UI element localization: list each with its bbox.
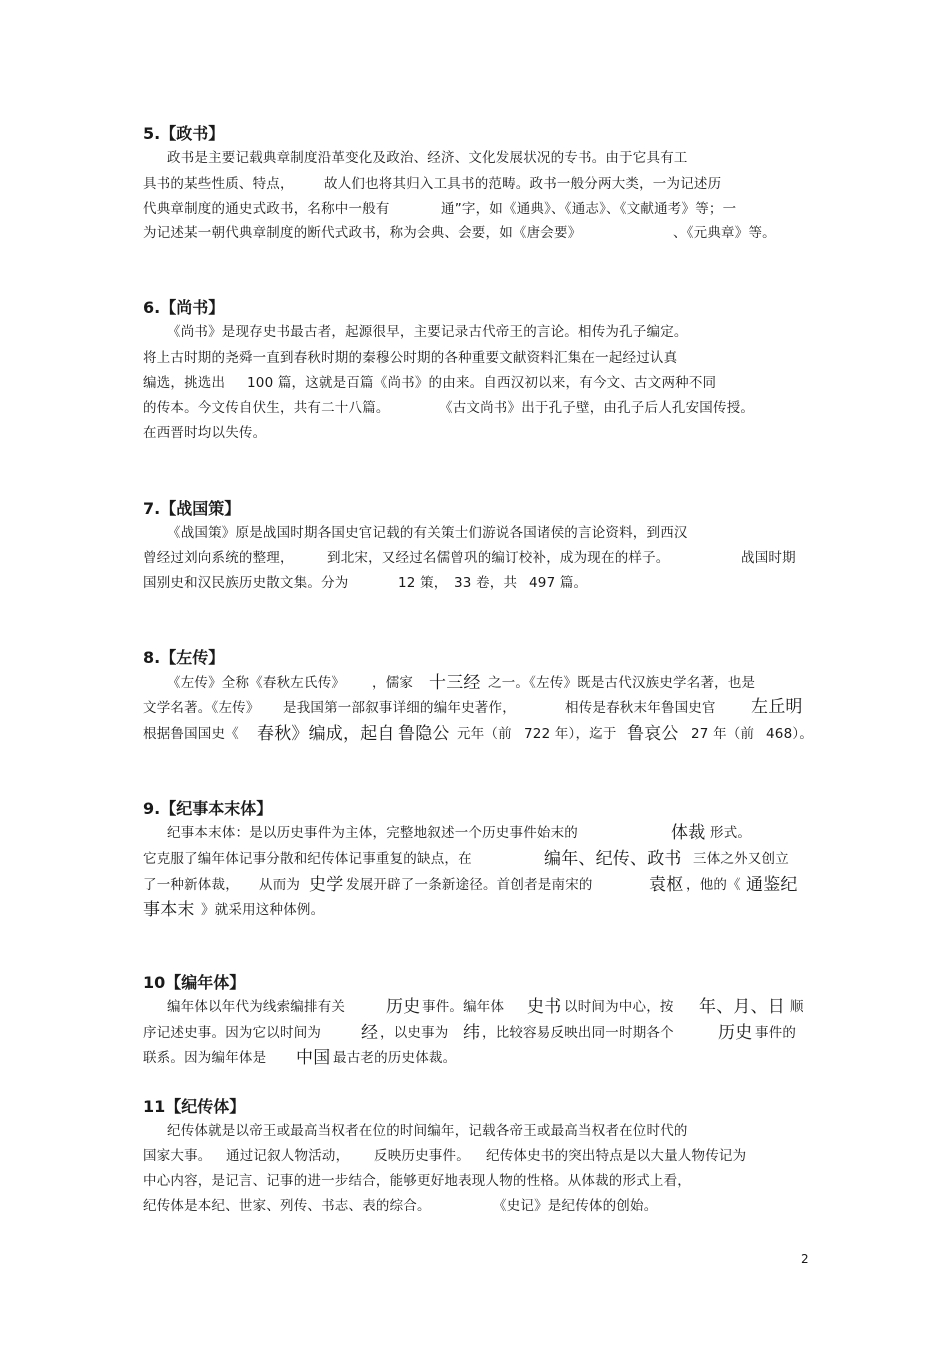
text-segment: 纪传体就是以帝王或最高当权者在位的时间编年，记载各帝王或最高当权者在位时代的 bbox=[167, 1123, 688, 1139]
text-segment: 鲁哀公 bbox=[627, 724, 679, 744]
text-segment: 纪传体史书的突出特点是以大量人物传记为 bbox=[486, 1148, 747, 1164]
text-segment: 左丘明 bbox=[751, 697, 803, 717]
text-segment: 年、月、日 bbox=[699, 997, 785, 1017]
text-segment: 是我国第一部叙事详细的编年史著作， bbox=[283, 700, 516, 716]
text-segment: 为记述某一朝代典章制度的断代式政书，称为会典、会要，如《唐会要》 bbox=[143, 225, 582, 241]
text-segment: 的传本。今文传自伏生，共有二十八篇。 bbox=[143, 400, 390, 416]
text-segment: 代典章制度的通史式政书，名称中一般有 bbox=[143, 201, 390, 217]
text-segment: 相传是春秋末年鲁国史官 bbox=[565, 700, 716, 716]
text-segment: 《尚书》是现存史书最古者，起源很早，主要记录古代帝王的言论。相传为孔子编定。 bbox=[167, 324, 688, 340]
text-segment: 在西晋时均以失传。 bbox=[143, 425, 267, 441]
text-segment: 将上古时期的尧舜一直到春秋时期的秦穆公时期的各种重要文献资料汇集在一起经过认真 bbox=[143, 350, 678, 366]
text-segment: 从而为 bbox=[259, 877, 301, 893]
section-heading: 7.【战国策】 bbox=[143, 499, 241, 518]
text-segment: 曾经过刘向系统的整理， bbox=[143, 550, 294, 566]
text-segment: 三体之外又创立 bbox=[693, 851, 789, 867]
text-segment: 中心内容，是记言、记事的进一步结合，能够更好地表现人物的性格。从体裁的形式上看， bbox=[143, 1173, 691, 1189]
text-segment: 到北宋，又经过名儒曾巩的编订校补，成为现在的样子。 bbox=[327, 550, 670, 566]
text-segment: 国家大事。 bbox=[143, 1148, 212, 1164]
text-segment: 联系。因为编年体是 bbox=[143, 1050, 267, 1066]
text-segment: 以时间为中心，按 bbox=[564, 999, 674, 1015]
text-segment: 《史记》是纪传体的创始。 bbox=[493, 1198, 658, 1214]
text-segment: 十三经 bbox=[429, 673, 481, 693]
text-segment: 袁枢 bbox=[649, 875, 684, 895]
text-segment: 经 bbox=[361, 1023, 379, 1043]
text-segment: 最古老的历史体裁。 bbox=[333, 1050, 457, 1066]
text-segment: 根据鲁国国史《 bbox=[143, 726, 239, 742]
text-segment: 历史 bbox=[386, 997, 421, 1017]
text-segment: 了一种新体裁， bbox=[143, 877, 239, 893]
text-segment: 之一。《左传》既是古代汉族史学名著，也是 bbox=[488, 675, 756, 691]
text-segment: 纪事本末体：是以历史事件为主体，完整地叙述一个历史事件始末的 bbox=[167, 825, 578, 841]
section-heading: 8.【左传】 bbox=[143, 648, 225, 667]
text-segment: ，他的《 bbox=[686, 877, 741, 893]
text-segment: 体裁 bbox=[671, 823, 706, 843]
text-segment: 纬 bbox=[463, 1023, 481, 1043]
text-segment: 史书 bbox=[527, 997, 562, 1017]
text-segment: 》就采用这种体例。 bbox=[201, 902, 325, 918]
text-segment: 反映历史事件。 bbox=[374, 1148, 470, 1164]
text-segment: 《左传》全称《春秋左氏传》 bbox=[167, 675, 346, 691]
text-segment: 形式。 bbox=[710, 825, 752, 841]
text-segment: 事本末 bbox=[143, 900, 195, 920]
text-segment: 它克服了编年体记事分散和纪传体记事重复的缺点，在 bbox=[143, 851, 472, 867]
text-segment: 事件的 bbox=[755, 1025, 797, 1041]
text-segment: 政书是主要记载典章制度沿革变化及政治、经济、文化发展状况的专书。由于它具有工 bbox=[167, 150, 688, 166]
text-segment: 、《元典章》等。 bbox=[673, 225, 776, 241]
text-segment: 编年体以年代为线索编排有关 bbox=[167, 999, 346, 1015]
text-segment: 鲁隐公 bbox=[398, 724, 450, 744]
text-segment: 497 篇。 bbox=[529, 575, 588, 591]
text-segment: 具书的某些性质、特点， bbox=[143, 176, 294, 192]
text-segment: 编年、纪传、政书 bbox=[544, 849, 682, 869]
text-segment: ，比较容易反映出同一时期各个 bbox=[482, 1025, 674, 1041]
text-segment: 历史 bbox=[718, 1023, 753, 1043]
section-heading: 6.【尚书】 bbox=[143, 298, 225, 317]
text-segment: 468）。 bbox=[766, 726, 814, 742]
text-segment: 发展开辟了一条新途径。首创者是南宋的 bbox=[346, 877, 593, 893]
text-segment: 史学 bbox=[309, 875, 344, 895]
section-heading: 9.【纪事本末体】 bbox=[143, 799, 273, 818]
page-number: 2 bbox=[801, 1252, 809, 1266]
text-segment: 故人们也将其归入工具书的范畴。政书一般分两大类，一为记述历 bbox=[324, 176, 722, 192]
text-segment: 722 年），迄于 bbox=[524, 726, 617, 742]
text-segment: 通”字，如《通典》、《通志》、《文献通考》等；一 bbox=[441, 201, 737, 217]
section-heading: 5.【政书】 bbox=[143, 124, 225, 143]
text-segment: 战国时期 bbox=[741, 550, 796, 566]
text-segment: 国别史和汉民族历史散文集。分为 bbox=[143, 575, 349, 591]
text-segment: 中国 bbox=[296, 1048, 331, 1068]
text-segment: 纪传体是本纪、世家、列传、书志、表的综合。 bbox=[143, 1198, 431, 1214]
section-heading: 10【编年体】 bbox=[143, 973, 246, 992]
text-segment: 编选，挑选出 bbox=[143, 375, 226, 391]
text-segment: 春秋》编成，起自 bbox=[257, 724, 395, 744]
text-segment: 33 卷，共 bbox=[454, 575, 518, 591]
text-segment: 100 篇，这就是百篇《尚书》的由来。自西汉初以来，有今文、古文两种不同 bbox=[247, 375, 717, 391]
text-segment: 27 年（前 bbox=[691, 726, 755, 742]
section-heading: 11【纪传体】 bbox=[143, 1097, 246, 1116]
text-segment: ，儒家 bbox=[372, 675, 414, 691]
text-segment: 《古文尚书》出于孔子壁，由孔子后人孔安国传授。 bbox=[439, 400, 755, 416]
text-segment: ，以史事为 bbox=[380, 1025, 449, 1041]
text-segment: 通过记叙人物活动， bbox=[226, 1148, 350, 1164]
text-segment: 序记述史事。因为它以时间为 bbox=[143, 1025, 322, 1041]
text-segment: 事件。编年体 bbox=[422, 999, 505, 1015]
text-segment: 元年（前 bbox=[457, 726, 512, 742]
text-segment: 通鉴纪 bbox=[746, 875, 798, 895]
text-segment: 12 策， bbox=[398, 575, 448, 591]
text-segment: 文学名著。《左传》 bbox=[143, 700, 260, 716]
text-segment: 《战国策》原是战国时期各国史官记载的有关策士们游说各国诸侯的言论资料，到西汉 bbox=[167, 525, 688, 541]
text-segment: 顺 bbox=[790, 999, 804, 1015]
